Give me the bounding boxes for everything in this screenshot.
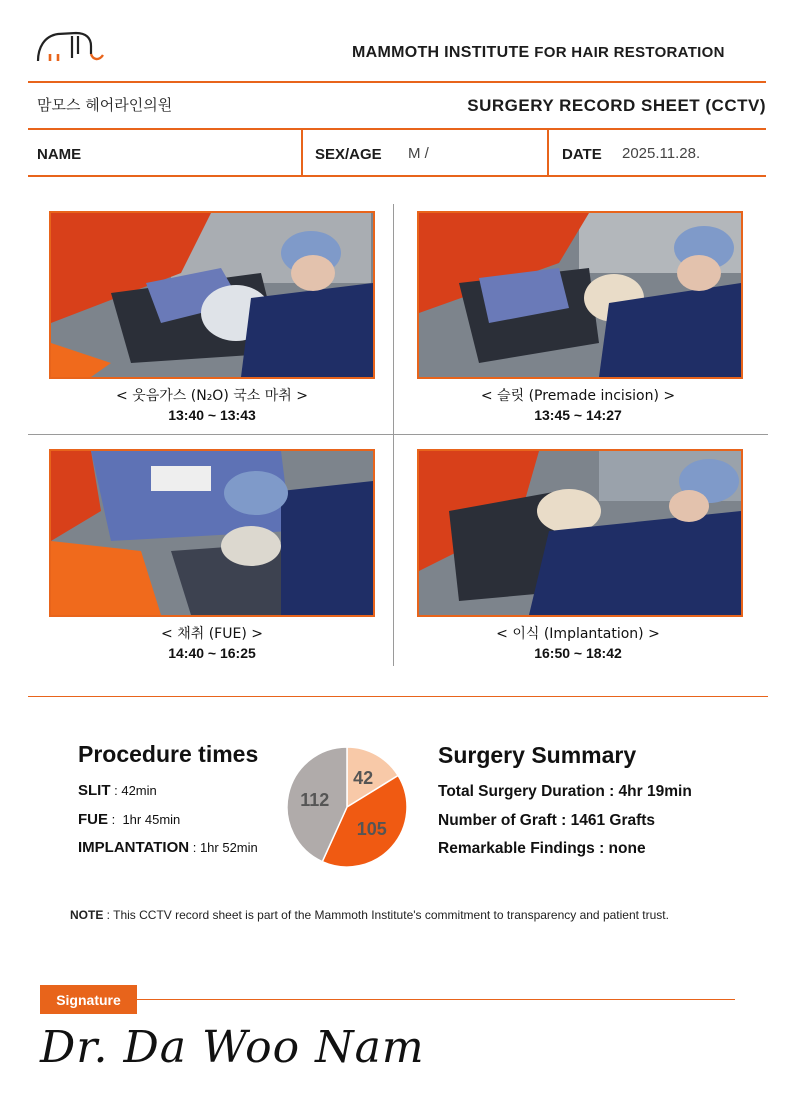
step-label: < 슬릿 (Premade incision) > [480, 388, 676, 404]
info-separator-1 [301, 129, 303, 176]
cctv-photo-slit [417, 211, 743, 379]
procedure-pie-chart [284, 744, 414, 870]
step-time: 13:45 ~ 14:27 [534, 407, 622, 423]
divider-summary [28, 696, 768, 697]
step-label: < 채취 (FUE) > [161, 626, 263, 642]
info-separator-2 [547, 129, 549, 176]
procedure-name: IMPLANTATION [78, 839, 190, 856]
procedure-sep: : [189, 840, 200, 855]
step-time: 16:50 ~ 18:42 [534, 645, 622, 661]
note-label: NOTE [70, 908, 104, 922]
sheet-title: SURGERY RECORD SHEET (CCTV) [467, 96, 766, 115]
mammoth-logo-icon [36, 28, 106, 64]
step-label: < 웃음가스 (N₂O) 국소 마취 > [116, 388, 308, 404]
step-caption-1 [49, 387, 375, 425]
procedure-row-fue [78, 811, 180, 828]
cctv-photo-implantation [417, 449, 743, 617]
clinic-name: 맘모스 헤어라인의원 [37, 96, 173, 114]
name-label: NAME [37, 146, 82, 163]
sex-age-label: SEX/AGE [315, 146, 382, 163]
procedure-row-implantation [78, 839, 258, 856]
step-caption-3 [49, 625, 375, 663]
pie-label-112: 112 [300, 790, 330, 811]
procedure-value: 1hr 52min [199, 840, 258, 855]
procedure-sep: : [108, 812, 123, 827]
cctv-photo-fue [49, 449, 375, 617]
divider-info-bottom [28, 175, 766, 177]
step-time: 13:40 ~ 13:43 [168, 407, 256, 423]
step-label: < 이식 (Implantation) > [496, 626, 660, 642]
brand-main: MAMMOTH INSTITUTE [352, 44, 530, 61]
signature-line [137, 999, 735, 1000]
summary-duration: Total Surgery Duration : 4hr 19min [438, 783, 692, 800]
summary-grafts: Number of Graft : 1461 Grafts [438, 812, 656, 829]
grid-horizontal-divider [28, 434, 768, 435]
pie-label-42: 42 [353, 768, 374, 789]
signature-handwriting: Dr. Da Woo Nam [40, 1022, 425, 1073]
procedure-row-slit [78, 782, 157, 799]
brand-name [352, 44, 725, 62]
note [70, 908, 669, 922]
sex-age-value: M / [408, 145, 429, 162]
divider-top [28, 81, 766, 83]
date-label: DATE [562, 146, 602, 163]
procedure-name: SLIT [78, 782, 111, 799]
note-text: : This CCTV record sheet is part of the Mammoth Institute's commitment to transparency and patient trust. [103, 908, 669, 922]
summary-findings: Remarkable Findings : none [438, 840, 646, 857]
procedure-title: Procedure times [78, 741, 259, 767]
cctv-photo-anesthesia [49, 211, 375, 379]
brand-sub: FOR HAIR RESTORATION [534, 44, 725, 61]
procedure-name: FUE [78, 811, 108, 828]
step-caption-4 [413, 625, 743, 663]
step-caption-2 [413, 387, 743, 425]
procedure-value: 1hr 45min [122, 812, 181, 827]
procedure-sep: : [110, 783, 122, 798]
procedure-value: 42min [121, 783, 157, 798]
date-value: 2025.11.28. [622, 145, 701, 162]
signature-badge: Signature [40, 985, 137, 1014]
grid-vertical-divider [393, 204, 394, 666]
pie-label-105: 105 [356, 818, 387, 839]
divider-info-top [28, 128, 766, 130]
summary-title: Surgery Summary [438, 742, 637, 768]
step-time: 14:40 ~ 16:25 [168, 645, 256, 661]
